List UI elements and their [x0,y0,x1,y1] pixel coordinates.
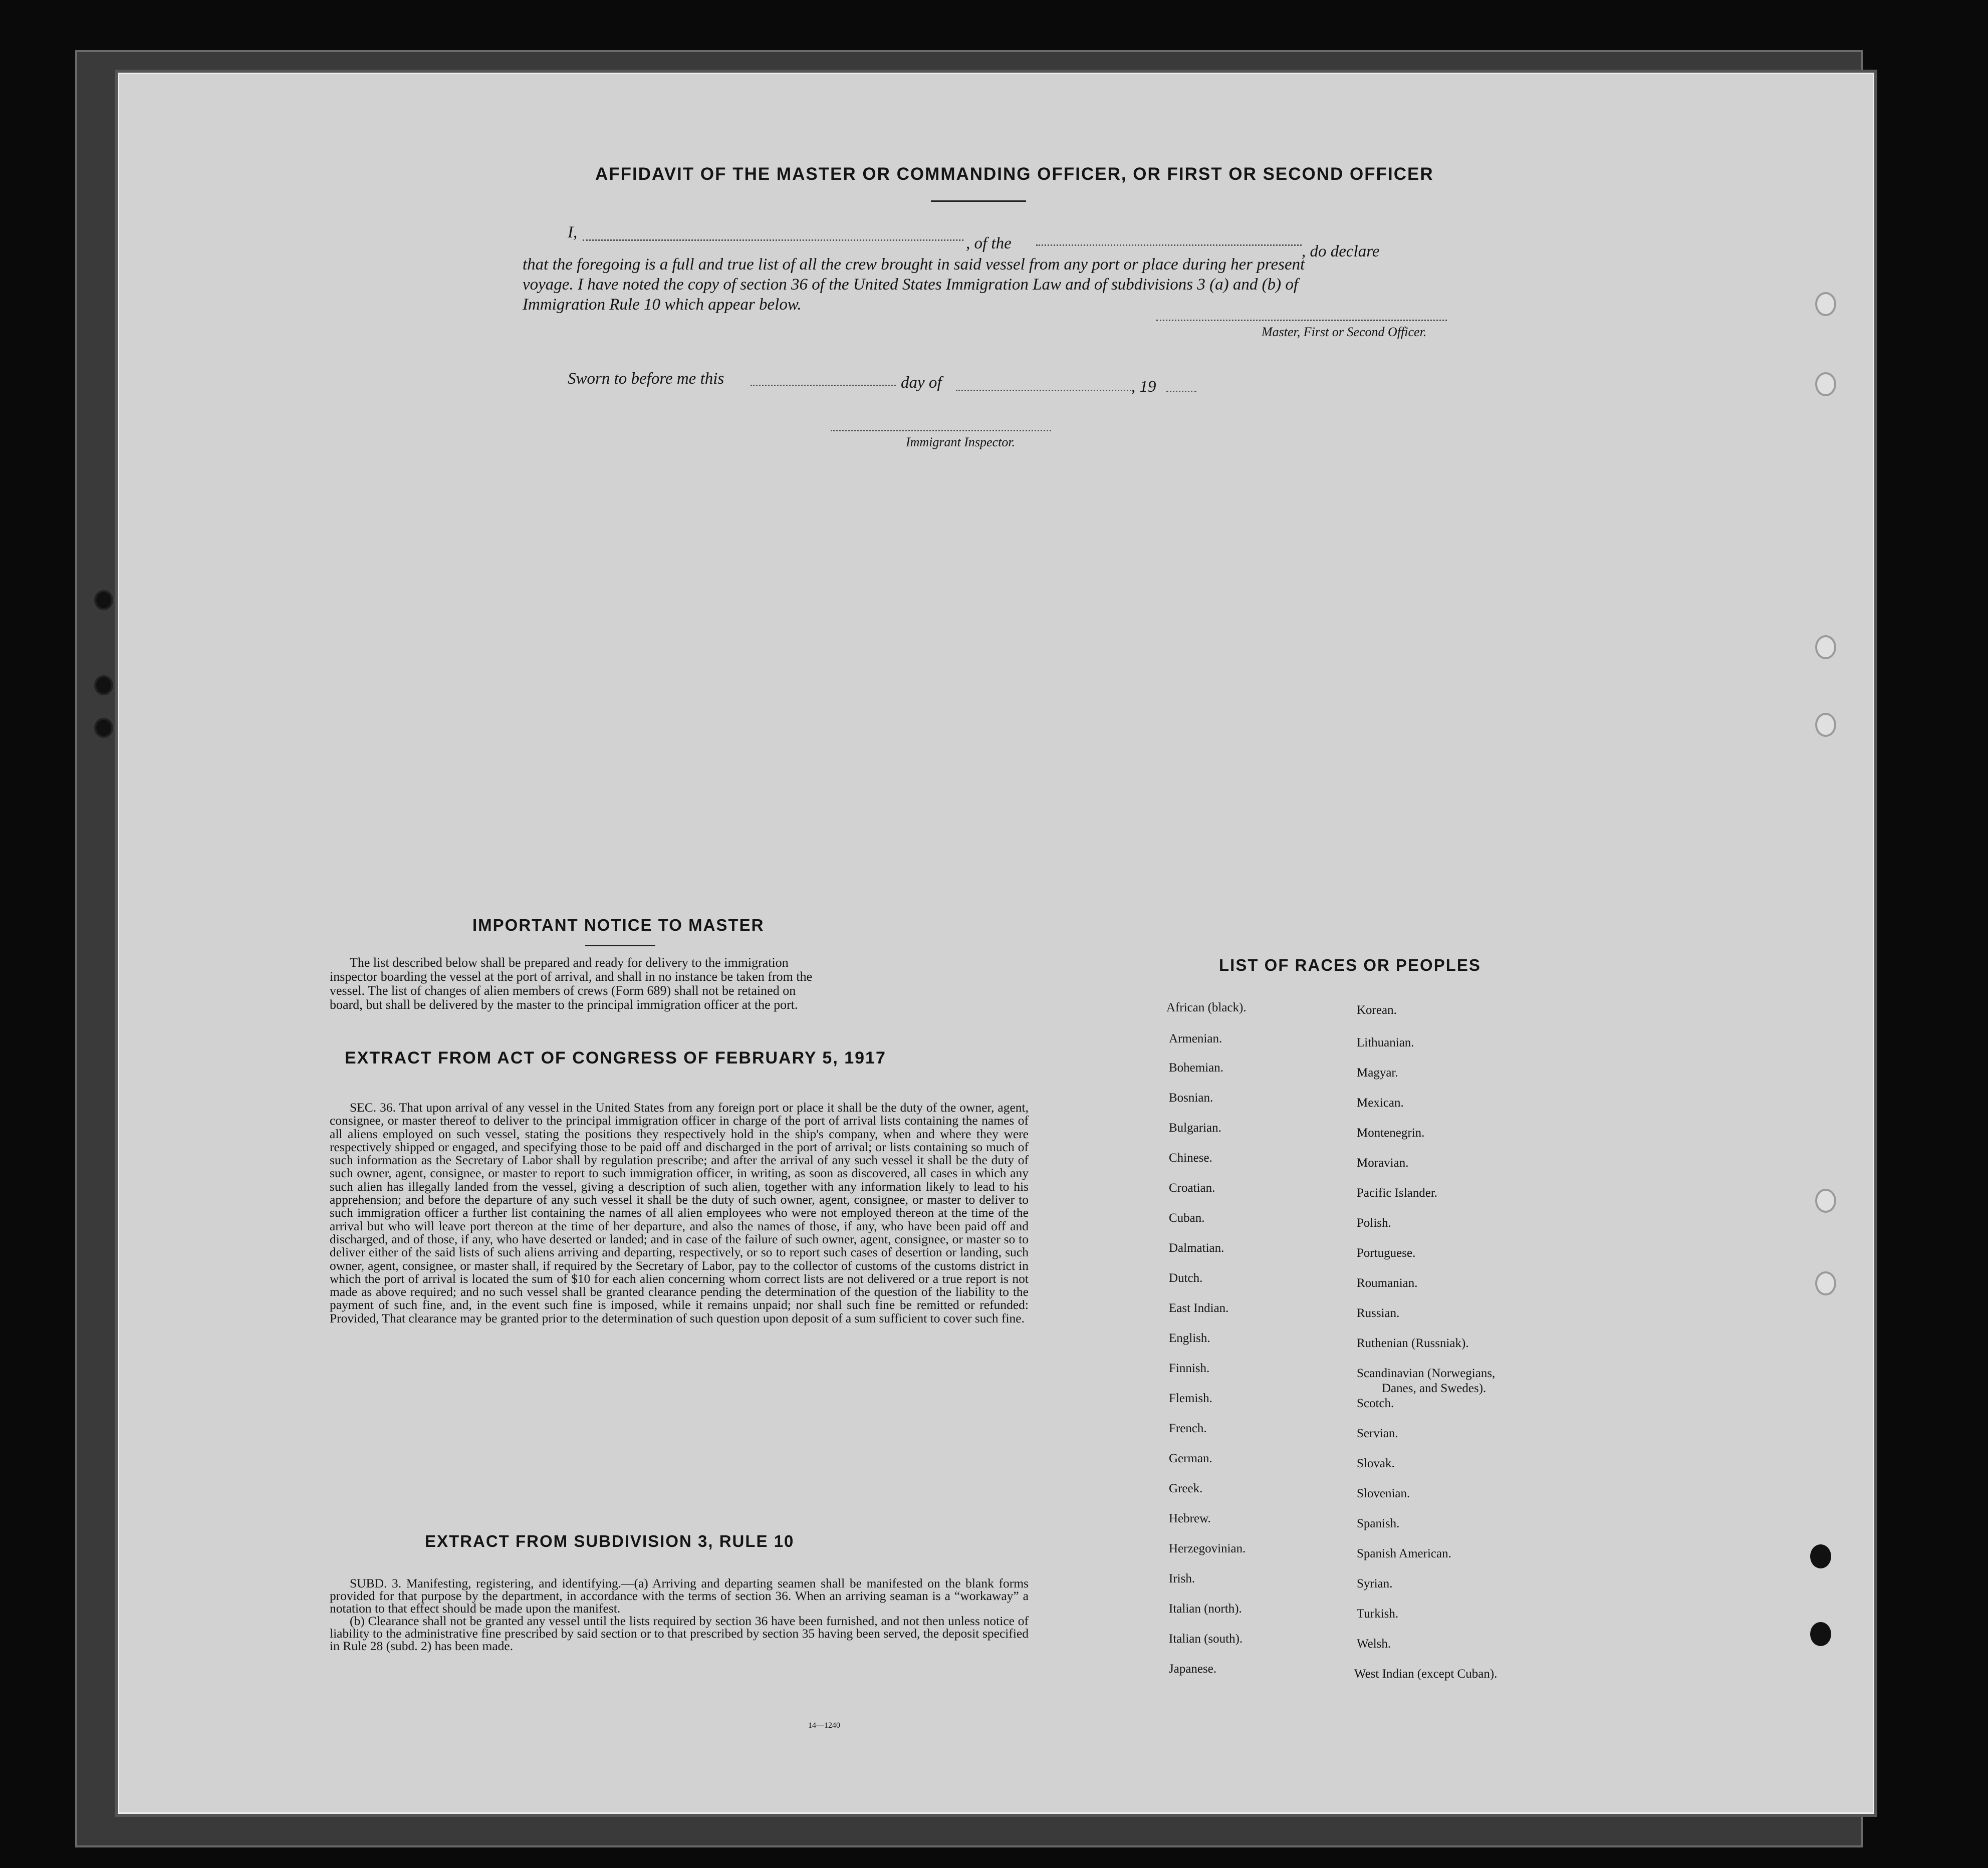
act-extract-text [330,1101,1029,1325]
punch-hole [1815,635,1836,659]
race-item: Lithuanian. [1357,1036,1414,1049]
race-item: Turkish. [1357,1607,1399,1621]
race-item: Hebrew. [1169,1512,1211,1525]
race-item: Syrian. [1357,1577,1393,1590]
race-item: Montenegrin. [1357,1126,1425,1140]
notice-rule [585,945,655,946]
race-item: West Indian (except Cuban). [1354,1667,1498,1681]
race-item: Mexican. [1357,1096,1404,1110]
inspector-caption: Immigrant Inspector. [906,435,1016,449]
punch-hole [1815,1189,1836,1213]
day-blank[interactable] [751,385,896,386]
race-item: Ruthenian (Russniak). [1357,1337,1469,1350]
race-item: Armenian. [1169,1032,1222,1045]
month-blank[interactable] [956,390,1131,391]
affidavit-line-2: voyage. I have noted the copy of section 36 of the United States Immigration Law and of subdivisions 3 (a) and (b) of [523,276,1299,294]
punch-hole [1815,292,1836,316]
race-item: English. [1169,1331,1210,1345]
race-item: Japanese. [1169,1662,1217,1676]
race-item: Flemish. [1169,1392,1212,1405]
form-number: 14—1240 [808,1721,840,1730]
title-rule [931,200,1026,202]
affidavit-title: AFFIDAVIT OF THE MASTER OR COMMANDING OFFICER, OR FIRST OR SECOND OFFICER [595,164,1434,184]
race-item: Magyar. [1357,1066,1398,1080]
race-item: Moravian. [1357,1156,1409,1170]
act-paragraph: SEC. 36. That upon arrival of any vessel in the United States from any foreign port or place it shall be the duty of the owner, agent, consignee, or master thereof to deliver to the principal immigration officer in charge of the port of arrival lists containing the names of all aliens employed on such vessel, stating the positions they respectively hold in the ship's company, when and where they were respectively shipped or engaged, and specifying those to be paid off and discharged in the port of arrival; or lists containing so much of such information as the Secretary of Labor shall by regulation prescribe; and after the arrival of any such vessel it shall be the duty of such owner, agent, consignee, or master to report to such immigration officer, in writing, as soon as discovered, all cases in which any such alien has illegally landed from the vessel, giving a description of such alien, together with any information likely to lead to his apprehension; and before the departure of any such vessel it shall be the duty of such owner, agent, consignee, or master to deliver to such immigration officer a further list containing the names of all alien employees who were not employed thereon at the time of the arrival but who will leave port thereon at the time of her departure, and also the names of those, if any, who have been paid off and discharged, and of those, if any, who have deserted or landed; and in case of the failure of such owner, agent, consignee, or master so to deliver either of the said lists of such aliens arriving and departing, respectively, or so to report such cases of desertion or landing, such owner, agent, consignee, or master shall, if required by the Secretary of Labor, pay to the collector of customs of the customs district in which the port of arrival is located the sum of $10 for each alien concerning whom correct lists are not delivered or a true report is not made as above required; and no such vessel shall be granted clearance pending the determination of the question of the liability to the payment of such fine, and, in the event such fine is imposed, while it remains unpaid; nor shall such fine be remitted or refunded: Provided, That clearance may be granted prior to the determination of such question upon deposit of a sum sufficient to cover such fine. [330,1100,1029,1325]
race-item: Scotch. [1357,1397,1394,1410]
notice-line: board, but shall be delivered by the master to the principal immigration officer at the port. [330,997,798,1012]
name-blank[interactable] [583,239,963,241]
punch-hole [1815,713,1836,737]
year-label: , 19 [1131,378,1156,396]
punch-hole [1815,372,1836,396]
sworn-label: Sworn to before me this [568,370,724,388]
race-item: Bohemian. [1169,1061,1224,1075]
notice-line: inspector boarding the vessel at the port of arrival, and shall in no instance be taken from the [330,969,813,984]
race-item: Scandinavian (Norwegians, [1357,1367,1496,1380]
race-item: Korean. [1357,1003,1397,1017]
rule-extract-text [330,1577,1029,1652]
race-item: Italian (north). [1169,1602,1242,1616]
race-item: Finnish. [1169,1362,1210,1375]
signature-caption: Master, First or Second Officer. [1262,325,1427,339]
document-page [118,73,1874,1814]
signature-blank[interactable] [1156,320,1447,321]
race-item: Russian. [1357,1306,1400,1320]
race-item: Roumanian. [1357,1276,1418,1290]
vessel-blank[interactable] [1036,244,1302,246]
rule-paragraph-a: SUBD. 3. Manifesting, registering, and identifying.—(a) Arriving and departing seamen shall be manifested on the blank forms provided for that purpose by the department, in accordance with the terms of section 36. When an arriving seaman is a “workaway” a notation to that effect should be made upon the manifest. [330,1576,1029,1616]
race-item: Spanish American. [1357,1547,1451,1560]
race-item: Slovak. [1357,1457,1395,1470]
day-of-label: day of [901,374,942,392]
race-item: Cuban. [1169,1211,1205,1225]
race-item: African (black). [1166,1001,1247,1014]
race-item: Pacific Islander. [1357,1186,1438,1200]
race-item: Welsh. [1357,1637,1391,1651]
punch-hole [1815,1271,1836,1295]
notice-text [330,956,1031,1012]
race-item: Croatian. [1169,1181,1215,1195]
affidavit-i-label: I, [568,223,578,241]
of-the-label: , of the [966,234,1012,252]
inspector-blank[interactable] [831,430,1051,431]
race-item: Bosnian. [1169,1091,1213,1105]
binder-hole [94,590,113,610]
race-item: Servian. [1357,1427,1398,1440]
affidavit-line-1: that the foregoing is a full and true list of all the crew brought in said vessel from any port or place during her present [523,255,1305,274]
race-item: Dalmatian. [1169,1241,1224,1255]
affidavit-line-3: Immigration Rule 10 which appear below. [523,296,802,314]
race-item: Polish. [1357,1216,1391,1230]
punch-hole [1810,1622,1831,1646]
binder-hole [94,718,113,738]
race-item: Spanish. [1357,1517,1400,1530]
races-title: LIST OF RACES OR PEOPLES [1219,956,1481,974]
race-item: Slovenian. [1357,1487,1410,1500]
race-item: Italian (south). [1169,1632,1243,1646]
race-item: East Indian. [1169,1301,1229,1315]
do-declare-label: , do declare [1302,242,1380,260]
race-item: Greek. [1169,1482,1203,1495]
race-item: Portuguese. [1357,1246,1416,1260]
race-item: German. [1169,1452,1212,1465]
punch-hole [1810,1544,1831,1568]
notice-line: vessel. The list of changes of alien members of crews (Form 689) shall not be retained on [330,983,796,998]
race-item: Dutch. [1169,1271,1203,1285]
race-item: Irish. [1169,1572,1195,1585]
binder-hole [94,675,113,695]
race-item: Bulgarian. [1169,1121,1221,1135]
race-item: Danes, and Swedes). [1382,1382,1486,1395]
act-extract-title: EXTRACT FROM ACT OF CONGRESS OF FEBRUARY 5, 1917 [345,1048,886,1068]
race-item: Chinese. [1169,1151,1212,1165]
rule-paragraph-b: (b) Clearance shall not be granted any vessel until the lists required by section 36 have been furnished, and not then unless notice of liability to the administrative fine prescribed by said section or to that prescribed by section 35 having been served, the deposit specified in Rule 28 (subd. 2) has been made. [330,1614,1029,1653]
notice-line: The list described below shall be prepared and ready for delivery to the immigration [350,955,789,970]
year-blank[interactable] [1166,391,1196,392]
rule-extract-title: EXTRACT FROM SUBDIVISION 3, RULE 10 [425,1532,795,1550]
race-item: French. [1169,1422,1207,1435]
race-item: Herzegovinian. [1169,1542,1246,1555]
notice-title: IMPORTANT NOTICE TO MASTER [472,916,765,934]
